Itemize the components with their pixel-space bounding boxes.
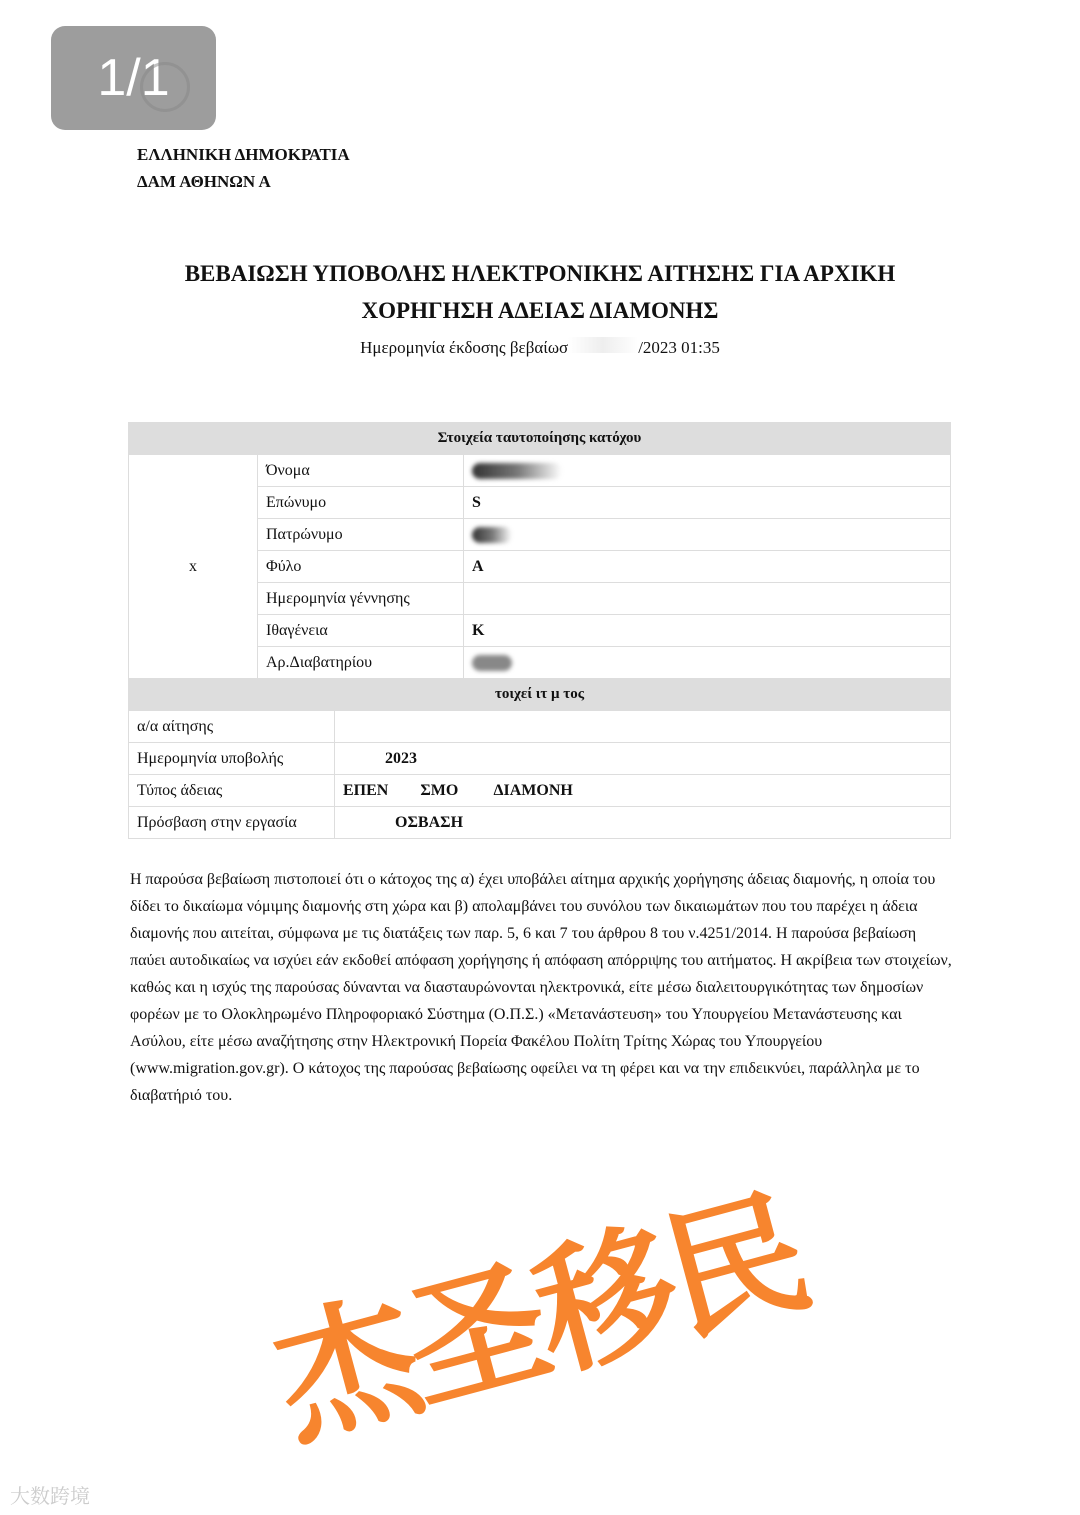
title-line-2: ΧΟΡΗΓΗΣΗ ΑΔΕΙΑΣ ΔΙΑΜΟΝΗΣ xyxy=(361,298,719,323)
certification-paragraph: Η παρούσα βεβαίωση πιστοποιεί ότι ο κάτοχος της α) έχει υποβάλει αίτημα αρχικής χορήγησης άδειας διαμονής, η οποία του δίδει το δικαίωμα νόμιμης διαμονής στη χώρα και β) απολαμβάνει του συνόλου των δικαιωμάτων που του παρέχει η άδεια διαμονής που αιτείται, σύμφωνα με τις διατάξεις των παρ. 5, 6 και 7 του άρθρου 8 του ν.4251/2014. Η παρούσα βεβαίωση παύει αυτοδικαίως να ισχύει εάν εκδοθεί απόφαση χορήγησης ή απόφαση απόρριψης του αιτήματος. Η ακρίβεια των στοιχείων, καθώς και η ισχύς της παρούσας δύνανται να διασταυρώνονται ηλεκτρονικά, είτε μέσω διαλειτουργικότητας των δημοσίων φορέων με το Ολοκληρωμένο Πληροφοριακό Σύστημα (Ο.Π.Σ.) «Μετανάστευση» του Υπουργείου Μετανάστευσης και Ασύλου, είτε μέσω αναζήτησης στην Ηλεκτρονική Πορεία Φακέλου Πολίτη Τρίτης Χώρας του Υπουργείου (www.migration.gov.gr). Ο κάτοχος της παρούσας βεβαίωσης οφείλει να τη φέρει και να την επιδεικνύει, παράλληλα με το διαβατήριό του. xyxy=(130,871,952,1104)
field-label: Όνομα xyxy=(258,455,464,487)
field-label: Πατρώνυμο xyxy=(258,519,464,551)
redaction xyxy=(472,527,512,543)
details-table xyxy=(128,422,951,839)
issuer-header xyxy=(137,141,350,195)
field-value xyxy=(464,519,951,551)
photo-cell: x xyxy=(129,455,258,679)
field-value: ΟΣΒΑΣΗ xyxy=(335,807,951,839)
field-value xyxy=(464,647,951,679)
redaction xyxy=(472,655,512,671)
greek-emblem-icon xyxy=(140,62,190,112)
page-indicator: 1/1 xyxy=(51,26,216,130)
field-label: Ημερομηνία υποβολής xyxy=(129,743,335,775)
header-line-2: ΔΑΜ ΑΘΗΝΩΝ Α xyxy=(137,172,271,191)
field-value xyxy=(335,711,951,743)
redaction xyxy=(472,463,562,479)
field-value: S xyxy=(464,487,951,519)
field-label: Ημερομηνία γέννησης xyxy=(258,583,464,615)
field-value xyxy=(464,583,951,615)
field-label: Φύλο xyxy=(258,551,464,583)
field-label: α/α αίτησης xyxy=(129,711,335,743)
field-label: Αρ.Διαβατηρίου xyxy=(258,647,464,679)
field-label: Τύπος άδειας xyxy=(129,775,335,807)
application-section-header: τοιχεί ιτ μ τος xyxy=(129,679,951,711)
field-value: 2023 xyxy=(335,743,951,775)
field-value: Α xyxy=(464,551,951,583)
redaction xyxy=(568,337,638,353)
holder-section-header: Στοιχεία ταυτοποίησης κατόχου xyxy=(129,423,951,455)
header-line-1: ΕΛΛΗΝΙΚΗ ΔΗΜΟΚΡΑΤΙΑ xyxy=(137,145,350,164)
footer-watermark: 大数跨境 xyxy=(10,1484,90,1508)
issue-date-value: /2023 01:35 xyxy=(638,338,720,357)
field-value xyxy=(464,455,951,487)
issue-date-label: Ημερομηνία έκδοσης βεβαίωσ xyxy=(360,338,569,357)
watermark-text: 杰圣移民 xyxy=(259,1171,820,1468)
issue-date xyxy=(0,337,1080,358)
title-line-1: ΒΕΒΑΙΩΣΗ ΥΠΟΒΟΛΗΣ ΗΛΕΚΤΡΟΝΙΚΗΣ ΑΙΤΗΣΗΣ ΓΙΑ ΑΡΧΙΚΗ xyxy=(184,261,896,286)
field-value: ΕΠΕΝ ΣΜΟ ΔΙΑΜΟΝΗ xyxy=(335,775,951,807)
document-title xyxy=(0,255,1080,329)
field-label: Ιθαγένεια xyxy=(258,615,464,647)
field-value: Κ xyxy=(464,615,951,647)
field-label: Πρόσβαση στην εργασία xyxy=(129,807,335,839)
field-label: Επώνυμο xyxy=(258,487,464,519)
